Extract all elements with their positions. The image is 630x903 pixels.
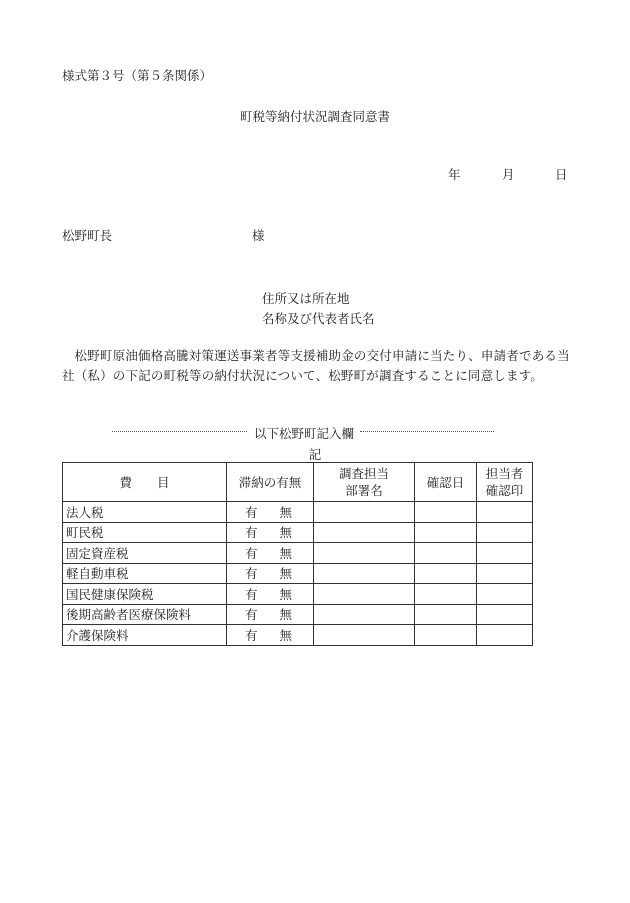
applicant-address-label: 住所又は所在地 [262,291,350,306]
tax-item: 町民税 [63,522,227,543]
document-title: 町税等納付状況調査同意書 [239,109,390,124]
department-cell[interactable] [314,584,415,605]
header-arrears: 滞納の有無 [227,463,314,502]
table-header-row [63,463,533,502]
seal-cell[interactable] [477,563,533,584]
seal-cell[interactable] [477,604,533,625]
seal-cell[interactable] [477,625,533,646]
tax-status-table [62,462,533,646]
arrears-yes[interactable]: 有 [245,525,258,541]
honorific: 様 [252,228,265,243]
confirm-date-cell[interactable] [415,563,477,584]
ki-label: 記 [308,447,322,462]
arrears-yes[interactable]: 有 [245,607,258,623]
arrears-choice[interactable] [227,563,314,584]
table-row [63,502,533,523]
arrears-yes[interactable]: 有 [245,586,258,602]
addressee: 松野町長 [62,228,113,243]
tax-item: 後期高齢者医療保険料 [63,604,227,625]
confirm-date-cell[interactable] [415,543,477,564]
confirm-date-cell[interactable] [415,604,477,625]
tax-item: 固定資産税 [63,543,227,564]
header-department-line2: 部署名 [345,483,383,498]
department-cell[interactable] [314,522,415,543]
header-seal-line2: 確認印 [485,483,524,498]
table-row [63,584,533,605]
form-number: 様式第３号（第５条関係） [62,68,213,83]
arrears-choice[interactable] [227,584,314,605]
arrears-yes[interactable]: 有 [245,545,258,561]
table-row [63,563,533,584]
confirm-date-cell[interactable] [415,502,477,523]
separator-line-left [112,431,247,432]
arrears-choice[interactable] [227,502,314,523]
office-use-separator [112,426,494,440]
arrears-choice[interactable] [227,543,314,564]
table-row [63,625,533,646]
separator-label: 以下松野町記入欄 [248,424,360,442]
arrears-yes[interactable]: 有 [245,627,258,643]
date-day-label: 日 [555,167,568,182]
header-confirm-date: 確認日 [415,463,477,502]
tax-item: 法人税 [63,502,227,523]
table-row [63,522,533,543]
table-row [63,543,533,564]
department-cell[interactable] [314,625,415,646]
department-cell[interactable] [314,543,415,564]
header-seal-line1: 担当者 [485,466,524,481]
seal-cell[interactable] [477,543,533,564]
arrears-choice[interactable] [227,604,314,625]
arrears-no[interactable]: 無 [279,545,293,561]
table-row [63,604,533,625]
tax-item: 軽自動車税 [63,563,227,584]
department-cell[interactable] [314,604,415,625]
consent-statement: 松野町原油価格高騰対策運送事業者等支援補助金の交付申請に当たり、申請者である当社（私）の下記の町税等の納付状況について、松野町が調査することに同意します。 [62,348,570,383]
date-year-label: 年 [448,167,461,182]
arrears-no[interactable]: 無 [279,627,293,643]
confirm-date-cell[interactable] [415,584,477,605]
seal-cell[interactable] [477,502,533,523]
arrears-no[interactable]: 無 [279,504,293,520]
header-item: 費 目 [63,463,227,502]
arrears-choice[interactable] [227,625,314,646]
department-cell[interactable] [314,502,415,523]
header-department [314,463,415,502]
confirm-date-cell[interactable] [415,522,477,543]
arrears-no[interactable]: 無 [279,566,293,582]
tax-item: 国民健康保険税 [63,584,227,605]
arrears-no[interactable]: 無 [279,525,293,541]
arrears-yes[interactable]: 有 [245,504,258,520]
arrears-no[interactable]: 無 [279,586,293,602]
date-month-label: 月 [502,167,515,182]
seal-cell[interactable] [477,522,533,543]
arrears-yes[interactable]: 有 [245,566,258,582]
separator-line-right [360,431,494,432]
arrears-choice[interactable] [227,522,314,543]
header-seal [477,463,533,502]
confirm-date-cell[interactable] [415,625,477,646]
arrears-no[interactable]: 無 [279,607,293,623]
header-department-line1: 調査担当 [338,466,389,481]
department-cell[interactable] [314,563,415,584]
applicant-name-label: 名称及び代表者氏名 [262,311,375,326]
tax-item: 介護保険料 [63,625,227,646]
seal-cell[interactable] [477,584,533,605]
